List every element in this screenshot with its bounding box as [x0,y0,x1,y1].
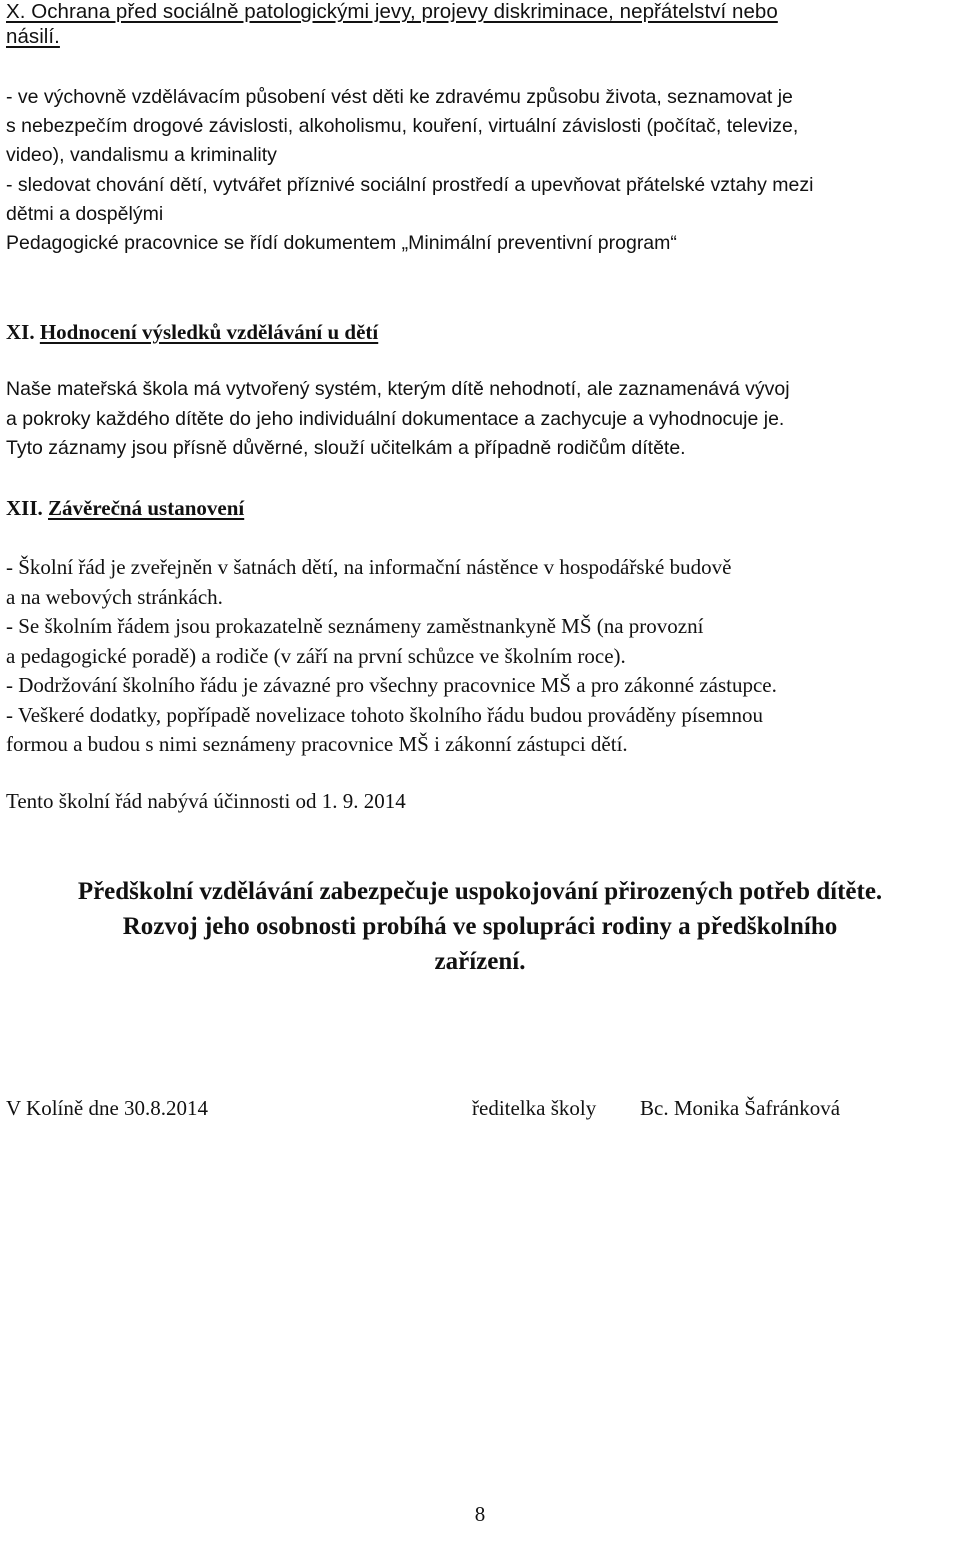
section-xii-line: - Veškeré dodatky, popřípadě novelizace tohoto školního řádu budou prováděny písemnou [6,703,763,727]
section-xii-heading [6,494,244,523]
section-xi-line: Tyto záznamy jsou přísně důvěrné, slouží učitelkám a případně rodičům dítěte. [6,437,686,459]
section-xii-line: a na webových stránkách. [6,585,223,609]
signature-name: Bc. Monika Šafránková [640,1096,841,1120]
closing-line3: zařízení. [434,948,526,975]
section-xii-line: a pedagogické poradě) a rodiče (v září na první schůzce ve školním roce). [6,644,626,668]
signature-role: ředitelka školy [472,1096,597,1120]
section-x-line: s nebezpečím drogové závislosti, alkoholismu, kouření, virtuální závislosti (počítač, televize, [6,115,799,137]
section-xi-line: a pokroky každého dítěte do jeho individuální dokumentace a zachycuje a vyhodnocuje je. [6,408,785,430]
section-x-line: video), vandalismu a kriminality [6,144,277,166]
section-xii-line: - Se školním řádem jsou prokazatelně seznámeny zaměstnankyně MŠ (na provozní [6,614,704,638]
section-x-heading-line1: X. Ochrana před sociálně patologickými jevy, projevy diskriminace, nepřátelství nebo [6,0,778,23]
section-xi-number: XI. [6,320,35,344]
section-xi-title: Hodnocení výsledků vzdělávání u dětí [39,320,379,344]
page-number: 8 [474,1502,486,1526]
closing-line1: Předškolní vzdělávání zabezpečuje uspokojování přirozených potřeb dítěte. [77,878,883,905]
effective-date-text: Tento školní řád nabývá účinnosti od 1. 9. 2014 [6,789,406,813]
closing-line2: Rozvoj jeho osobnosti probíhá ve spolupráci rodiny a předškolního [122,913,838,940]
section-x-line: dětmi a dospělými [6,203,164,225]
section-xii-number: XII. [6,496,43,520]
section-x-line: - ve výchovně vzdělávacím působení vést děti ke zdravému způsobu života, seznamovat je [6,86,793,108]
place-date: V Kolíně dne 30.8.2014 [6,1096,209,1120]
section-xii-line: - Dodržování školního řádu je závazné pro všechny pracovnice MŠ a pro zákonné zástupce. [6,673,777,697]
section-x-line: Pedagogické pracovnice se řídí dokumentem „Minimální preventivní program“ [6,232,677,254]
section-xii-line: - Školní řád je zveřejněn v šatnách dětí, na informační nástěnce v hospodářské budově [6,555,732,579]
section-xii-line: formou a budou s nimi seznámeny pracovnice MŠ i zákonní zástupci dětí. [6,732,628,756]
section-xi-line: Naše mateřská škola má vytvořený systém, kterým dítě nehodnotí, ale zaznamenává vývoj [6,378,790,400]
section-x-heading-line2: násilí. [6,25,60,48]
section-x-line: - sledovat chování dětí, vytvářet příznivé sociální prostředí a upevňovat přátelské vztahy mezi [6,174,814,196]
section-xi-heading [6,318,378,347]
section-xii-title: Závěrečná ustanovení [48,496,245,520]
